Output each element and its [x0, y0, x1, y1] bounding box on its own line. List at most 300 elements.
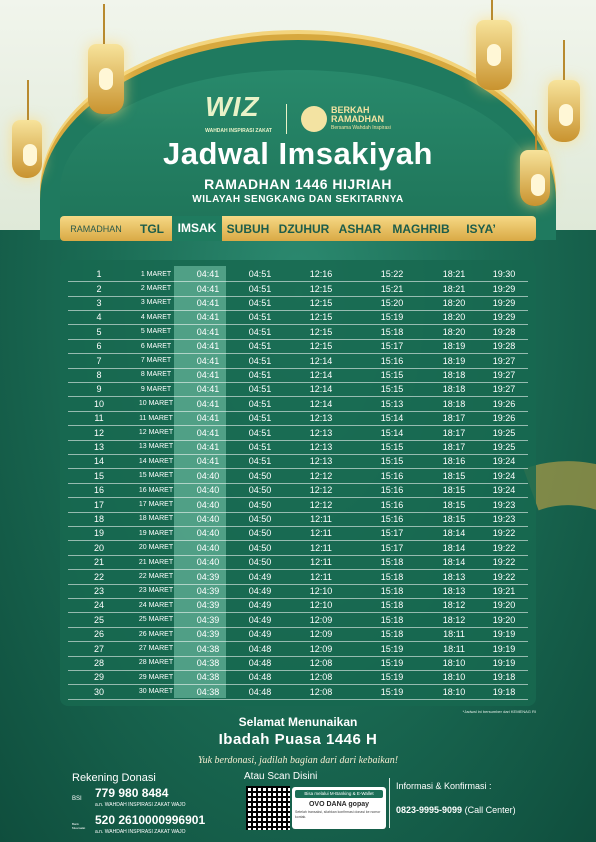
table-cell: 15:18 — [380, 326, 404, 337]
table-cell: 18:11 — [443, 643, 465, 654]
table-cell: 1 — [96, 269, 102, 280]
table-cell: 04:51 — [248, 456, 272, 467]
table-cell: 4 — [96, 312, 102, 323]
footer-divider — [389, 778, 390, 828]
ewallet-logos: OVO DANA gopay — [308, 801, 370, 808]
table-cell: 15:16 — [380, 485, 404, 496]
berkah-logo — [301, 106, 391, 133]
table-row — [68, 613, 528, 628]
table-cell: 04:51 — [248, 269, 272, 280]
lantern-icon — [476, 20, 512, 90]
table-cell: 15:18 — [380, 571, 404, 582]
table-cell: 27 MARET — [138, 645, 174, 653]
table-cell: 26 — [93, 629, 104, 640]
berkah-name-2: RAMADHAN — [331, 113, 384, 124]
table-cell: 12 — [93, 427, 104, 438]
table-cell: 15:15 — [380, 456, 404, 467]
table-cell: 12:12 — [309, 499, 333, 510]
table-cell: 12:15 — [309, 297, 333, 308]
table-cell: 15:19 — [380, 312, 404, 323]
table-cell: 22 — [93, 571, 104, 582]
table-cell: 12:13 — [309, 441, 333, 452]
contact-title: Informasi & Konfirmasi : — [396, 781, 492, 791]
table-cell: 20 — [93, 542, 104, 553]
table-cell: 12:14 — [309, 398, 333, 409]
table-cell: 28 MARET — [138, 659, 174, 667]
table-cell: 19:26 — [492, 413, 516, 424]
subtitle: RAMADHAN 1446 HIJRIAH — [204, 176, 392, 192]
donation-title: Rekening Donasi — [72, 772, 156, 784]
table-cell: 29 MARET — [138, 673, 174, 681]
table-cell: 18 — [93, 513, 104, 524]
table-cell: 17 MARET — [138, 501, 174, 509]
table-cell: 5 MARET — [140, 328, 172, 336]
table-cell: 04:50 — [248, 485, 272, 496]
table-cell: 3 MARET — [140, 299, 172, 307]
table-cell: 19:29 — [492, 297, 516, 308]
table-cell: 15:22 — [380, 269, 404, 280]
table-cell: 18:13 — [442, 571, 466, 582]
table-cell: 18:14 — [442, 528, 466, 539]
table-cell: 04:41 — [196, 283, 220, 294]
table-cell: 12:15 — [309, 283, 333, 294]
table-cell: 18:15 — [442, 499, 466, 510]
table-cell: 19 MARET — [138, 529, 174, 537]
account-number-1: 779 980 8484 — [95, 786, 169, 800]
table-cell: 19:23 — [492, 499, 516, 510]
table-cell: 04:41 — [196, 369, 220, 380]
table-cell: 19:25 — [492, 441, 516, 452]
table-header — [60, 216, 536, 241]
table-cell: 18:15 — [442, 470, 466, 481]
wiz-tagline: WAHDAH INSPIRASI ZAKAT — [205, 128, 272, 134]
table-cell: 18:14 — [442, 557, 466, 568]
table-cell: 12:13 — [309, 456, 333, 467]
column-header: ISYA’ — [466, 221, 496, 236]
table-cell: 14 — [93, 456, 104, 467]
table-cell: 19:27 — [492, 355, 516, 366]
scan-title: Atau Scan Disini — [244, 771, 318, 782]
table-cell: 04:39 — [196, 585, 220, 596]
table-cell: 19:19 — [492, 629, 516, 640]
table-cell: 12:09 — [309, 629, 333, 640]
table-cell: 04:50 — [248, 557, 272, 568]
table-cell: 8 MARET — [140, 371, 172, 379]
table-cell: 04:49 — [248, 571, 272, 582]
table-cell: 04:50 — [248, 528, 272, 539]
table-cell: 15:19 — [380, 686, 404, 697]
table-cell: 19:30 — [492, 269, 516, 280]
table-cell: 18:18 — [442, 398, 466, 409]
table-cell: 18:18 — [442, 369, 466, 380]
table-row — [68, 641, 528, 656]
table-cell: 04:41 — [196, 398, 220, 409]
table-cell: 12 MARET — [138, 429, 174, 437]
table-row — [68, 267, 528, 282]
page-title: Jadwal Imsakiyah — [163, 136, 433, 171]
table-cell: 15:18 — [380, 614, 404, 625]
table-cell: 10 — [93, 398, 104, 409]
table-cell: 15:18 — [380, 585, 404, 596]
table-cell: 18:19 — [442, 355, 466, 366]
table-row — [68, 382, 528, 397]
table-cell: 04:49 — [248, 629, 272, 640]
table-row — [68, 555, 528, 570]
table-cell: 12:13 — [309, 427, 333, 438]
table-row — [68, 541, 528, 556]
contact-info — [396, 781, 516, 815]
table-cell: 12:11 — [310, 542, 332, 553]
bsi-logo: BSI — [72, 796, 82, 802]
table-cell: 04:40 — [196, 485, 220, 496]
table-cell: 18 MARET — [138, 515, 174, 523]
table-cell: 04:49 — [248, 585, 272, 596]
table-row — [68, 325, 528, 340]
table-cell: 30 — [93, 686, 104, 697]
phone-label: (Call Center) — [464, 805, 516, 815]
table-cell: 18:21 — [442, 269, 466, 280]
table-cell: 21 MARET — [138, 558, 174, 566]
table-cell: 21 — [93, 557, 104, 568]
table-cell: 12:14 — [309, 384, 333, 395]
table-cell: 04:40 — [196, 557, 220, 568]
table-cell: 04:51 — [248, 297, 272, 308]
table-cell: 18:17 — [442, 441, 466, 452]
table-cell: 19:25 — [492, 427, 516, 438]
table-cell: 19:18 — [492, 686, 516, 697]
table-cell: 22 MARET — [138, 573, 174, 581]
table-cell: 14 MARET — [138, 457, 174, 465]
column-header: TGL — [140, 221, 164, 236]
table-cell: 04:51 — [248, 441, 272, 452]
table-cell: 04:51 — [248, 398, 272, 409]
table-row — [68, 569, 528, 584]
table-cell: 04:51 — [248, 326, 272, 337]
table-cell: 15:19 — [380, 643, 404, 654]
table-row — [68, 296, 528, 311]
table-cell: 12:09 — [309, 643, 333, 654]
table-cell: 5 — [96, 326, 102, 337]
table-cell: 12:11 — [310, 557, 332, 568]
table-cell: 19:24 — [492, 456, 516, 467]
table-cell: 15:16 — [380, 513, 404, 524]
table-cell: 15:18 — [380, 629, 404, 640]
table-cell: 04:38 — [196, 657, 220, 668]
table-row — [68, 411, 528, 426]
table-cell: 19:18 — [492, 672, 516, 683]
table-cell: 18:20 — [442, 297, 466, 308]
table-cell: 19:23 — [492, 513, 516, 524]
table-cell: 23 MARET — [138, 587, 174, 595]
table-row — [68, 469, 528, 484]
table-cell: 15:15 — [380, 384, 404, 395]
table-cell: 19:29 — [492, 312, 516, 323]
table-cell: 04:38 — [196, 672, 220, 683]
table-cell: 12:14 — [309, 355, 333, 366]
table-cell: 04:41 — [196, 341, 220, 352]
table-cell: 04:41 — [196, 427, 220, 438]
table-cell: 15:17 — [380, 341, 404, 352]
table-cell: 04:41 — [196, 326, 220, 337]
table-cell: 2 MARET — [140, 285, 172, 293]
table-cell: 15:14 — [380, 427, 404, 438]
table-cell: 18:10 — [442, 686, 466, 697]
table-cell: 15:16 — [380, 355, 404, 366]
table-cell: 29 — [93, 672, 104, 683]
table-cell: 12:08 — [309, 657, 333, 668]
table-cell: 15:13 — [380, 398, 404, 409]
table-cell: 19:22 — [492, 528, 516, 539]
table-cell: 1 MARET — [140, 270, 172, 278]
table-cell: 04:38 — [196, 686, 220, 697]
slogan: Yuk berdonasi, jadilah bagian dari dari kebaikan! — [197, 755, 399, 766]
table-row — [68, 310, 528, 325]
table-cell: 26 MARET — [138, 630, 174, 638]
table-cell: 19:22 — [492, 542, 516, 553]
table-cell: 24 MARET — [138, 601, 174, 609]
ewallet-badge: Bisa melalui M-Banking & E-Wallet — [295, 790, 383, 798]
phone-number: 0823-9995-9099 — [396, 805, 463, 815]
table-cell: 04:49 — [248, 600, 272, 611]
table-cell: 12:08 — [309, 686, 333, 697]
table-row — [68, 598, 528, 613]
table-cell: 19 — [93, 528, 104, 539]
table-row — [68, 483, 528, 498]
column-header: IMSAK — [172, 216, 222, 241]
table-cell: 16 — [93, 485, 104, 496]
table-cell: 18:13 — [442, 585, 466, 596]
table-row — [68, 339, 528, 354]
berkah-emblem-icon — [301, 106, 327, 132]
table-cell: 12:11 — [310, 528, 332, 539]
table-cell: 04:38 — [196, 643, 220, 654]
table-cell: 18:21 — [442, 283, 466, 294]
table-cell: 24 — [93, 600, 104, 611]
table-cell: 7 — [96, 355, 102, 366]
table-cell: 18:11 — [443, 629, 465, 640]
logo-divider — [286, 104, 287, 134]
table-cell: 04:41 — [196, 355, 220, 366]
table-row — [68, 526, 528, 541]
table-cell: 04:51 — [248, 384, 272, 395]
table-cell: 04:49 — [248, 614, 272, 625]
table-cell: 18:20 — [442, 312, 466, 323]
table-cell: 18:12 — [442, 600, 466, 611]
account-number-2: 520 2610000996901 — [95, 813, 206, 827]
table-cell: 04:39 — [196, 629, 220, 640]
table-cell: 12:10 — [309, 585, 333, 596]
berkah-tagline: Bersama Wahdah Inspirasi — [331, 124, 391, 131]
table-cell: 12:14 — [309, 369, 333, 380]
table-cell: 12:11 — [310, 571, 332, 582]
table-row — [68, 670, 528, 685]
table-row — [68, 584, 528, 599]
table-cell: 15:14 — [380, 413, 404, 424]
table-cell: 15:18 — [380, 600, 404, 611]
source-note: *Jadwal ini bersumber dari KEMENAG RI — [462, 709, 536, 714]
account-name-2: a.n. WAHDAH INSPIRASI ZAKAT WAJO — [95, 829, 186, 835]
table-cell: 23 — [93, 585, 104, 596]
table-cell: 15:15 — [380, 441, 404, 452]
muamalat-logo: Bank Muamalat — [72, 822, 86, 830]
table-cell: 25 MARET — [138, 616, 174, 624]
table-cell: 11 — [94, 413, 104, 424]
table-cell: 15:16 — [380, 470, 404, 481]
table-row — [68, 281, 528, 296]
table-cell: 04:48 — [248, 672, 272, 683]
table-cell: 19:21 — [492, 585, 516, 596]
table-cell: 15:15 — [380, 369, 404, 380]
table-cell: 04:51 — [248, 283, 272, 294]
table-cell: 18:17 — [442, 427, 466, 438]
table-cell: 04:51 — [248, 341, 272, 352]
table-cell: 04:39 — [196, 571, 220, 582]
logo-row — [0, 91, 596, 137]
table-cell: 13 — [93, 441, 104, 452]
table-row — [68, 685, 528, 700]
table-cell: 04:51 — [248, 312, 272, 323]
table-cell: 2 — [96, 283, 102, 294]
column-header: MAGHRIB — [392, 221, 450, 236]
bank-account-1 — [72, 787, 205, 811]
table-cell: 25 — [93, 614, 104, 625]
table-cell: 15:18 — [380, 557, 404, 568]
table-cell: 8 — [96, 369, 102, 380]
table-cell: 04:40 — [196, 470, 220, 481]
ewallet-box — [292, 787, 386, 829]
table-cell: 6 MARET — [140, 342, 172, 350]
table-cell: 04:48 — [248, 686, 272, 697]
table-cell: 04:50 — [248, 499, 272, 510]
table-cell: 18:18 — [442, 384, 466, 395]
column-header: SUBUH — [226, 221, 270, 236]
table-cell: 18:15 — [442, 513, 466, 524]
table-cell: 15:20 — [380, 297, 404, 308]
table-cell: 19:19 — [492, 643, 516, 654]
table-cell: 15:19 — [380, 657, 404, 668]
ewallet-note: Setelah transaksi, silahkan konfirmasi donasi ke nomor kontak. — [295, 810, 381, 819]
table-cell: 04:50 — [248, 542, 272, 553]
table-cell: 19:24 — [492, 470, 516, 481]
table-cell: 12:13 — [309, 413, 333, 424]
column-header: RAMADHAN — [70, 223, 122, 234]
table-cell: 12:15 — [309, 312, 333, 323]
table-cell: 18:15 — [442, 485, 466, 496]
table-cell: 04:40 — [196, 499, 220, 510]
table-cell: 04:39 — [196, 614, 220, 625]
table-row — [68, 454, 528, 469]
berkah-name-1: BERKAH — [331, 104, 370, 115]
table-cell: 27 — [93, 643, 104, 654]
table-cell: 04:51 — [248, 413, 272, 424]
table-cell: 04:39 — [196, 600, 220, 611]
region: WILAYAH SENGKANG DAN SEKITARNYA — [192, 194, 404, 205]
table-cell: 11 MARET — [139, 414, 173, 422]
table-cell: 30 MARET — [138, 688, 174, 696]
table-cell: 19:20 — [492, 600, 516, 611]
table-cell: 12:16 — [309, 269, 333, 280]
table-row — [68, 497, 528, 512]
table-cell: 19:28 — [492, 326, 516, 337]
table-cell: 04:51 — [248, 355, 272, 366]
table-cell: 12:10 — [309, 600, 333, 611]
table-cell: 18:10 — [442, 657, 466, 668]
table-cell: 04:51 — [248, 427, 272, 438]
table-cell: 04:41 — [196, 269, 220, 280]
table-cell: 15:17 — [380, 528, 404, 539]
table-cell: 15 — [93, 470, 104, 481]
table-cell: 12:08 — [309, 672, 333, 683]
table-cell: 04:41 — [196, 413, 220, 424]
table-cell: 15:16 — [380, 499, 404, 510]
table-cell: 6 — [96, 341, 102, 352]
table-cell: 12:15 — [309, 341, 333, 352]
table-cell: 19:20 — [492, 614, 516, 625]
table-cell: 18:19 — [442, 341, 466, 352]
table-cell: 04:40 — [196, 513, 220, 524]
table-cell: 19:26 — [492, 398, 516, 409]
table-cell: 04:41 — [196, 297, 220, 308]
table-cell: 16 MARET — [138, 486, 174, 494]
column-header: DZUHUR — [278, 221, 330, 236]
table-cell: 13 MARET — [138, 443, 174, 451]
table-cell: 19:22 — [492, 557, 516, 568]
contact-phone — [396, 805, 516, 815]
table-cell: 4 MARET — [140, 313, 172, 321]
table-cell: 19:28 — [492, 341, 516, 352]
table-cell: 7 MARET — [140, 357, 172, 365]
table-cell: 12:12 — [309, 470, 333, 481]
table-cell: 12:09 — [309, 614, 333, 625]
table-row — [68, 368, 528, 383]
table-cell: 12:15 — [309, 326, 333, 337]
wiz-logo-text: WIZ — [205, 91, 260, 122]
table-row — [68, 656, 528, 671]
account-name-1: a.n. WAHDAH INSPIRASI ZAKAT WAJO — [95, 802, 186, 808]
table-cell: 19:29 — [492, 283, 516, 294]
table-row — [68, 627, 528, 642]
table-cell: 04:48 — [248, 643, 272, 654]
table-cell: 19:24 — [492, 485, 516, 496]
table-row — [68, 512, 528, 527]
table-cell: 04:41 — [196, 441, 220, 452]
column-header: ASHAR — [338, 221, 382, 236]
table-cell: 15:19 — [380, 672, 404, 683]
table-cell: 18:10 — [442, 672, 466, 683]
table-cell: 19:19 — [492, 657, 516, 668]
table-cell: 04:41 — [196, 312, 220, 323]
table-cell: 18:17 — [442, 413, 466, 424]
table-cell: 19:27 — [492, 384, 516, 395]
table-cell: 12:12 — [309, 485, 333, 496]
table-cell: 04:50 — [248, 513, 272, 524]
table-cell: 15 MARET — [138, 472, 174, 480]
table-cell: 28 — [93, 657, 104, 668]
table-cell: 3 — [96, 297, 102, 308]
table-cell: 04:41 — [196, 456, 220, 467]
table-cell: 19:27 — [492, 369, 516, 380]
greeting-line-2: Ibadah Puasa 1446 H — [218, 731, 378, 748]
table-cell: 15:21 — [380, 283, 404, 294]
table-cell: 20 MARET — [138, 544, 174, 552]
greeting-line-1: Selamat Menunaikan — [238, 715, 358, 729]
table-cell: 15:17 — [380, 542, 404, 553]
table-row — [68, 425, 528, 440]
table-cell: 04:40 — [196, 528, 220, 539]
table-cell: 18:14 — [442, 542, 466, 553]
table-cell: 04:41 — [196, 384, 220, 395]
donation-accounts — [72, 772, 205, 838]
